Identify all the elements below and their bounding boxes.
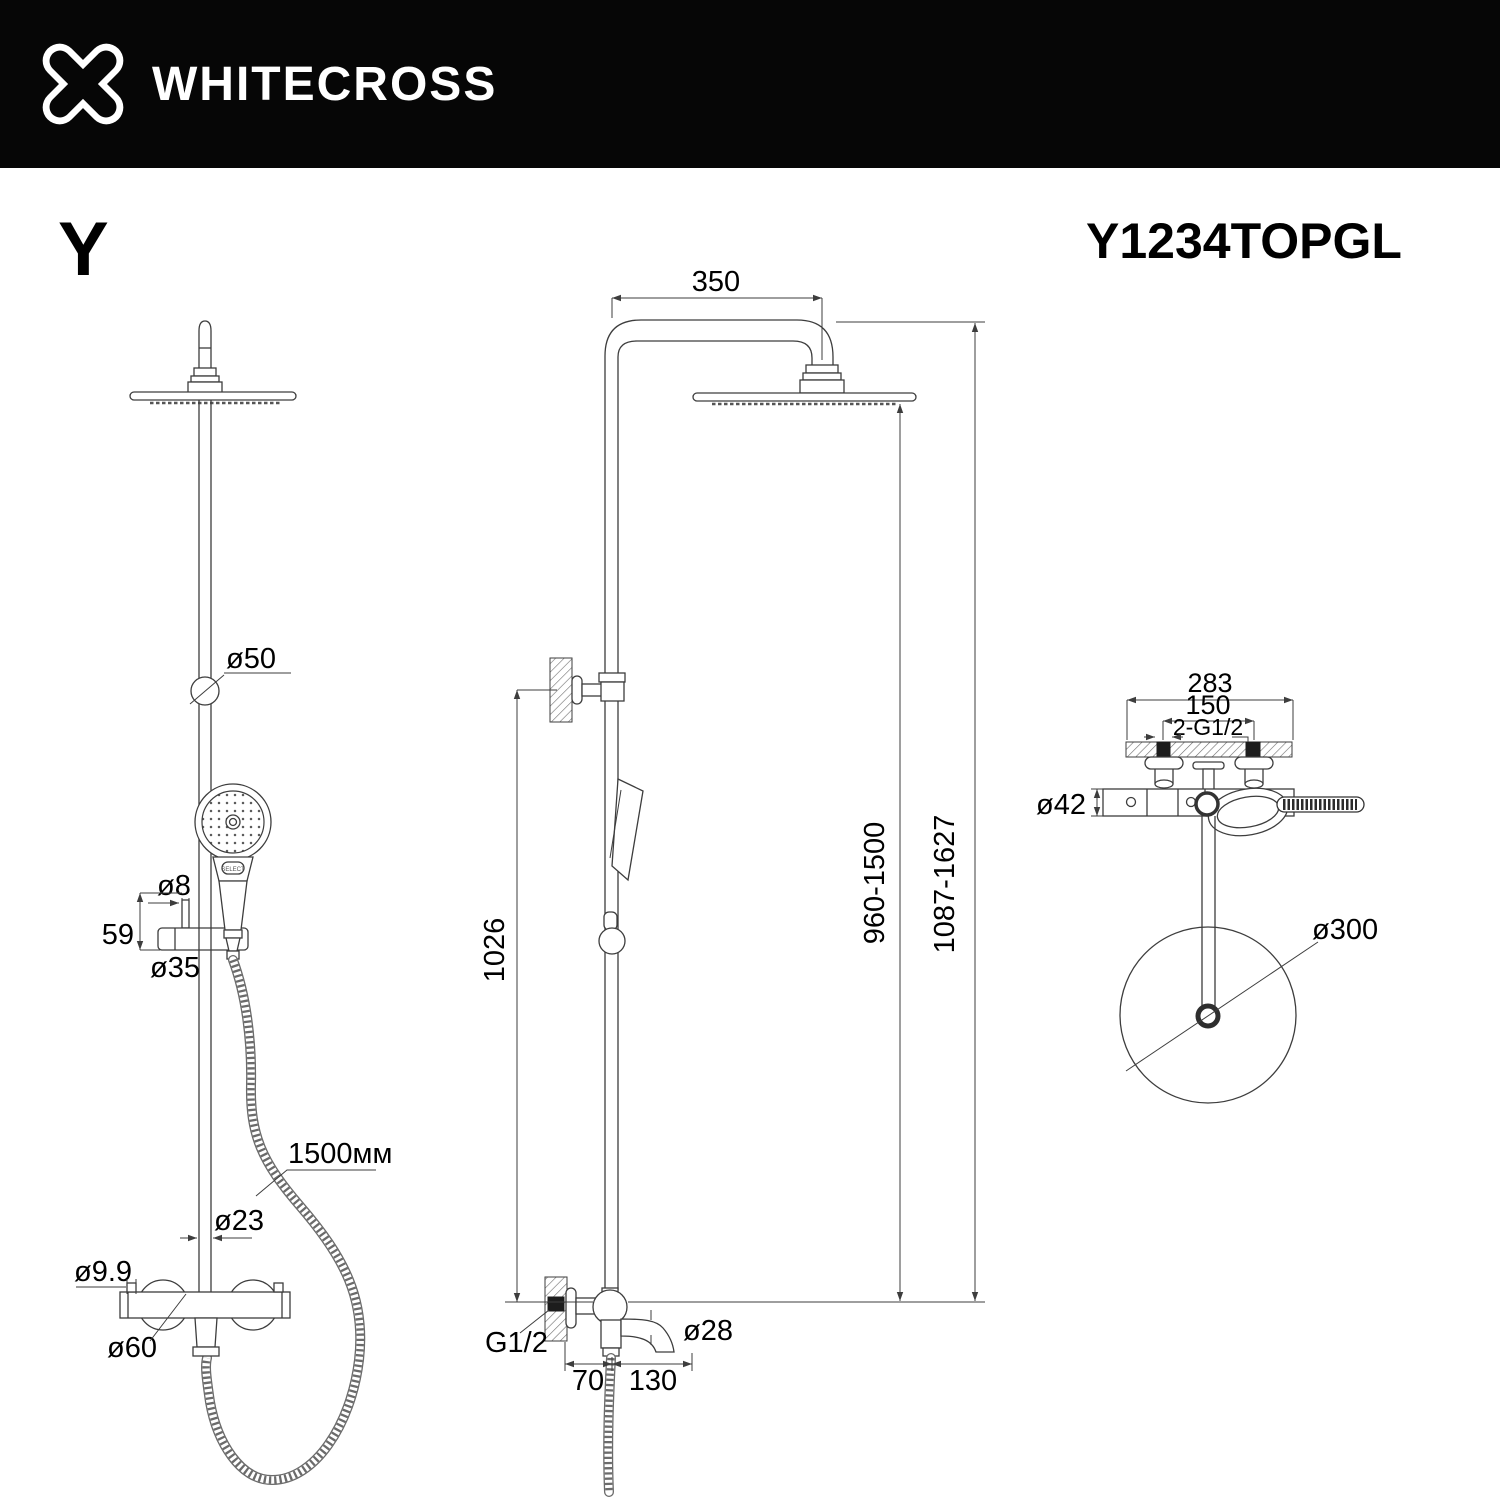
dim-spout-diameter: ø28 xyxy=(683,1315,733,1347)
inlet-left xyxy=(1157,742,1170,756)
mixer-body xyxy=(120,1292,290,1318)
dim-overhead-diameter: ø300 xyxy=(1312,914,1379,946)
side-view xyxy=(479,266,985,1492)
dim-riser-height-range: 960-1500 xyxy=(859,821,891,945)
model-code: Y1234TOPGL xyxy=(1086,213,1402,269)
dim-slider-diameter: ø50 xyxy=(226,643,276,675)
dim-pin-diameter: ø8 xyxy=(157,870,191,902)
hose-top xyxy=(1277,797,1364,812)
series-label: Y xyxy=(58,207,109,292)
header-bar xyxy=(0,0,1500,168)
dim-holder-diameter: ø35 xyxy=(150,952,200,984)
dim-spout-reach: 130 xyxy=(628,1365,678,1397)
dim-overall-height-range: 1087-1627 xyxy=(929,814,961,954)
shower-hose-side xyxy=(608,1358,611,1492)
inlet-right xyxy=(1246,742,1260,756)
dim-wall-to-riser: 70 xyxy=(571,1365,605,1397)
dim-mixer-pin-diameter: ø9.9 xyxy=(74,1256,133,1288)
top-view xyxy=(1036,668,1378,1103)
dim-holder-height: 59 xyxy=(101,919,134,951)
overhead-shower-side xyxy=(693,393,916,401)
tub-spout xyxy=(621,1319,674,1352)
dim-inlet-thread: G1/2 xyxy=(485,1327,548,1359)
brand-name: WHITECROSS xyxy=(152,57,498,111)
top-pipe xyxy=(199,321,211,368)
dim-body-diameter: ø42 xyxy=(1036,789,1086,821)
dim-arm-reach: 350 xyxy=(691,266,741,298)
holder-pin xyxy=(182,900,189,928)
dim-bracket-height: 1026 xyxy=(479,917,511,983)
front-view xyxy=(74,321,392,1480)
dim-inlet-spacing: 150 xyxy=(1185,690,1231,720)
dim-knob-diameter: ø60 xyxy=(107,1332,157,1364)
wall-plate xyxy=(1126,742,1292,757)
whitecross-logo-icon xyxy=(28,29,138,139)
dim-hose-length: 1500мм xyxy=(288,1138,393,1170)
dim-riser-diameter: ø23 xyxy=(214,1205,264,1237)
dim-inlet-thread-top: 2-G1/2 xyxy=(1172,714,1244,740)
mixer-outlet xyxy=(195,1318,217,1347)
swivel-joint-top xyxy=(1196,793,1218,815)
wall-inlet xyxy=(548,1297,564,1311)
handshower-handle xyxy=(219,881,247,930)
wall-bracket xyxy=(550,658,625,722)
select-button-label: SELECT xyxy=(221,867,245,873)
mixer-side xyxy=(545,1277,674,1356)
dim-plate-width: 283 xyxy=(1187,668,1233,698)
riser-and-arm-inner xyxy=(618,341,812,1290)
overhead-shower-front xyxy=(130,392,296,400)
